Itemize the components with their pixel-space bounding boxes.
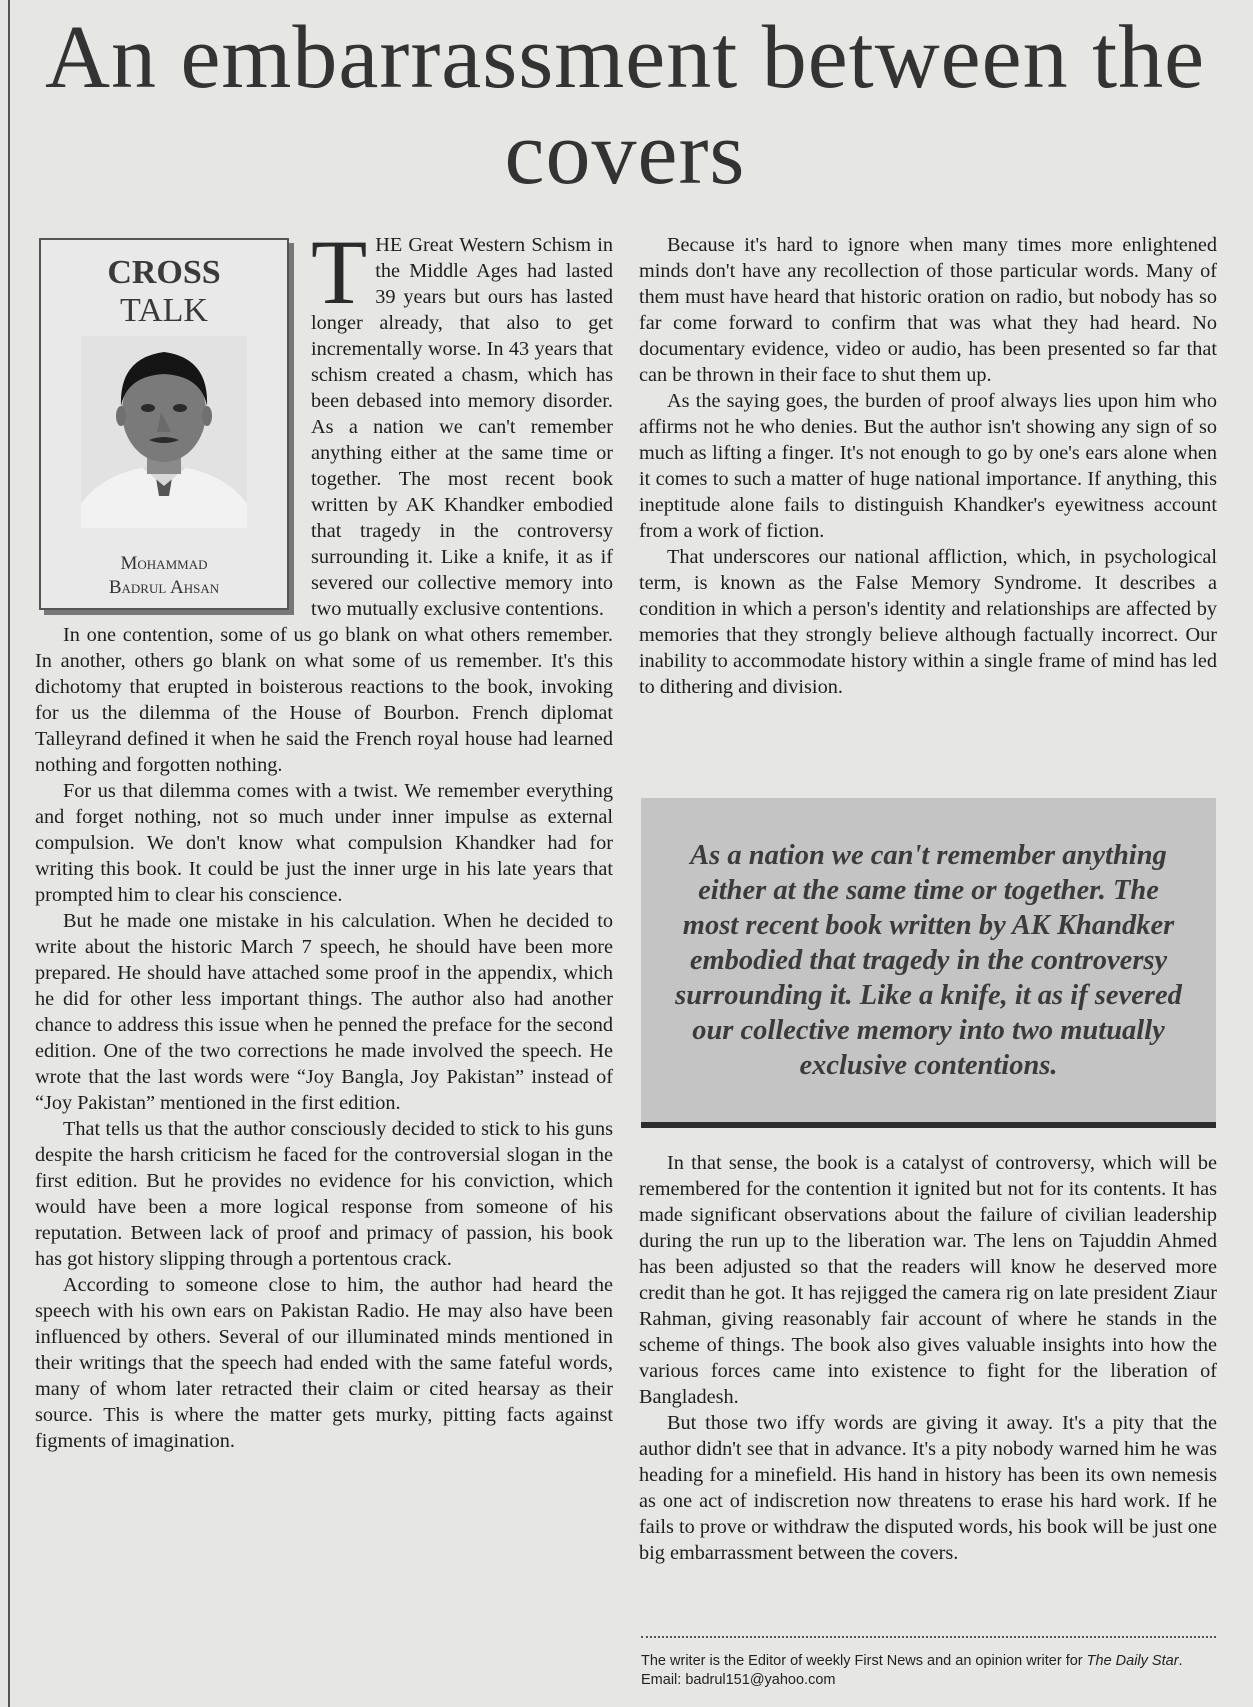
author-footnote [641,1652,1221,1690]
paragraph-2: In one contention, some of us go blank on what others remember. In another, others go blank on what some of us remember. It's this dichotomy that erupted in boisterous reactions to the book, invoking for us the dilemma of the House of Bourbon. French diplomat Talleyrand defined it when he said the French royal house had learned nothing and forgotten nothing. [35,624,613,776]
author-name-line2: Badrul Ahsan [108,577,220,598]
paragraph-9: That underscores our national affliction, which, in psychological term, is known as the False Memory Syndrome. It describes a condition in which a person's identity and relationships are affected by memories that they strongly believe although factually incorrect. Our inability to accommodate history within a single frame of mind has led to dithering and division. [639,546,1217,698]
pull-quote-box [641,798,1216,1128]
author-portrait [81,336,247,528]
byline-box [39,238,289,610]
paragraph-3: For us that dilemma comes with a twist. We remember everything and forget nothing, not so much under inner impulse as external compulsion. We don't know what compulsion Khandker had for writing this book. It could be just the inner urge in his late years that prompted him to clear his conscience. [35,780,613,906]
footer-divider [641,1636,1216,1638]
author-portrait-image [81,336,247,528]
column-title-line2: TALK [120,292,208,329]
paragraph-7: Because it's hard to ignore when many times more enlightened minds don't have any recollection of those particular words. Many of them must have heard that historic oration on radio, but nobody has so far come forward to confirm that was what they had heard. No documentary evidence, video or audio, has been presented so far that can be thrown in their face to shut them up. [639,234,1217,386]
article-column-right-top [639,232,1217,700]
drop-cap: T [311,221,368,323]
pull-quote-text: As a nation we can't remember anything either at the same time or together. The most recent book written by AK Khandker embodied that tragedy in the controversy surrounding it. Like a knife, it as if severed our collective memory into two mutually exclusive contentions. [675,839,1182,1081]
column-title [41,254,287,330]
footnote-prefix: The writer is the Editor of weekly First News and an opinion writer for [641,1653,1087,1669]
author-name [41,552,287,600]
headline: An embarrassment between the covers [44,8,1206,203]
paragraph-10: In that sense, the book is a catalyst of controversy, which will be remembered for the contention it ignited but not for its contents. It has made significant observations about the failure of civilian leadership during the run up to the liberation war. The lens on Tajuddin Ahmed has been adjusted so that the readers will know he deserved more credit than he got. It has rejigged the camera rig on late president Ziaur Rahman, giving reasonably fair account of where he stands in the scheme of things. The book also gives valuable insights into how the various forces came into existence to fight for the liberation of Bangladesh. [639,1152,1217,1408]
footnote-suffix: . Email: badrul151@yahoo.com [641,1653,1183,1688]
paragraph-5: That tells us that the author consciously decided to stick to his guns despite the harsh criticism he faced for the controversial slogan in the first edition. But he provides no evidence for his conviction, which would have been a more logical response from someone of his reputation. Between lack of proof and primacy of passion, his book has got history slipping through a portentous crack. [35,1118,613,1270]
paragraph-8: As the saying goes, the burden of proof always lies upon him who affirms not he who denies. But the author isn't showing any sign of so much as lifting a finger. It's not enough to go by one's ears alone when it comes to such a matter of huge national importance. If anything, this ineptitude alone fails to distinguish Khandker's eyewitness account from a work of fiction. [639,390,1217,542]
paragraph-1-text: HE Great Western Schism in the Middle Ages had lasted 39 years but ours has lasted longer already, that also to get incrementally worse. In 43 years that schism created a chasm, which has been debased into memory disorder. As a nation we can't remember anything either at the same time or together. The most recent book written by AK Khandker embodied that tragedy in the controversy surrounding it. Like a knife, it as if severed our collective memory into two mutually exclusive contentions. [311,234,613,620]
column-title-line1: CROSS [107,254,221,291]
author-name-line1: Mohammad [120,553,208,574]
article-column-right-bottom [639,1150,1217,1566]
article-column-left [35,221,613,1454]
paragraph-6: According to someone close to him, the author had heard the speech with his own ears on Pakistan Radio. He may also have been influenced by others. Several of our illuminated minds mentioned in their writings that the speech had ended with the same fateful words, many of whom later retracted their claim or cited hearsay as their source. This is where the matter gets murky, pitting facts against figments of imagination. [35,1274,613,1452]
left-border-rule [8,0,10,1707]
paragraph-11: But those two iffy words are giving it away. It's a pity that the author didn't see that in advance. It's a pity nobody warned him he was heading for a minefield. His hand in history has been its own nemesis as one act of indiscretion now threatens to erase his hard work. If he fails to prove or withdraw the disputed words, his book will be just one big embarrassment between the covers. [639,1412,1217,1564]
paragraph-4: But he made one mistake in his calculation. When he decided to write about the historic March 7 speech, he should have been more prepared. He should have attached some proof in the appendix, which he did for other less important things. The author also had another chance to address this issue when he penned the preface for the second edition. One of the two corrections he made involved the speech. He wrote that the last words were “Joy Bangla, Joy Pakistan” instead of “Joy Pakistan” mentioned in the first edition. [35,910,613,1114]
footnote-publication: The Daily Star [1086,1653,1179,1669]
